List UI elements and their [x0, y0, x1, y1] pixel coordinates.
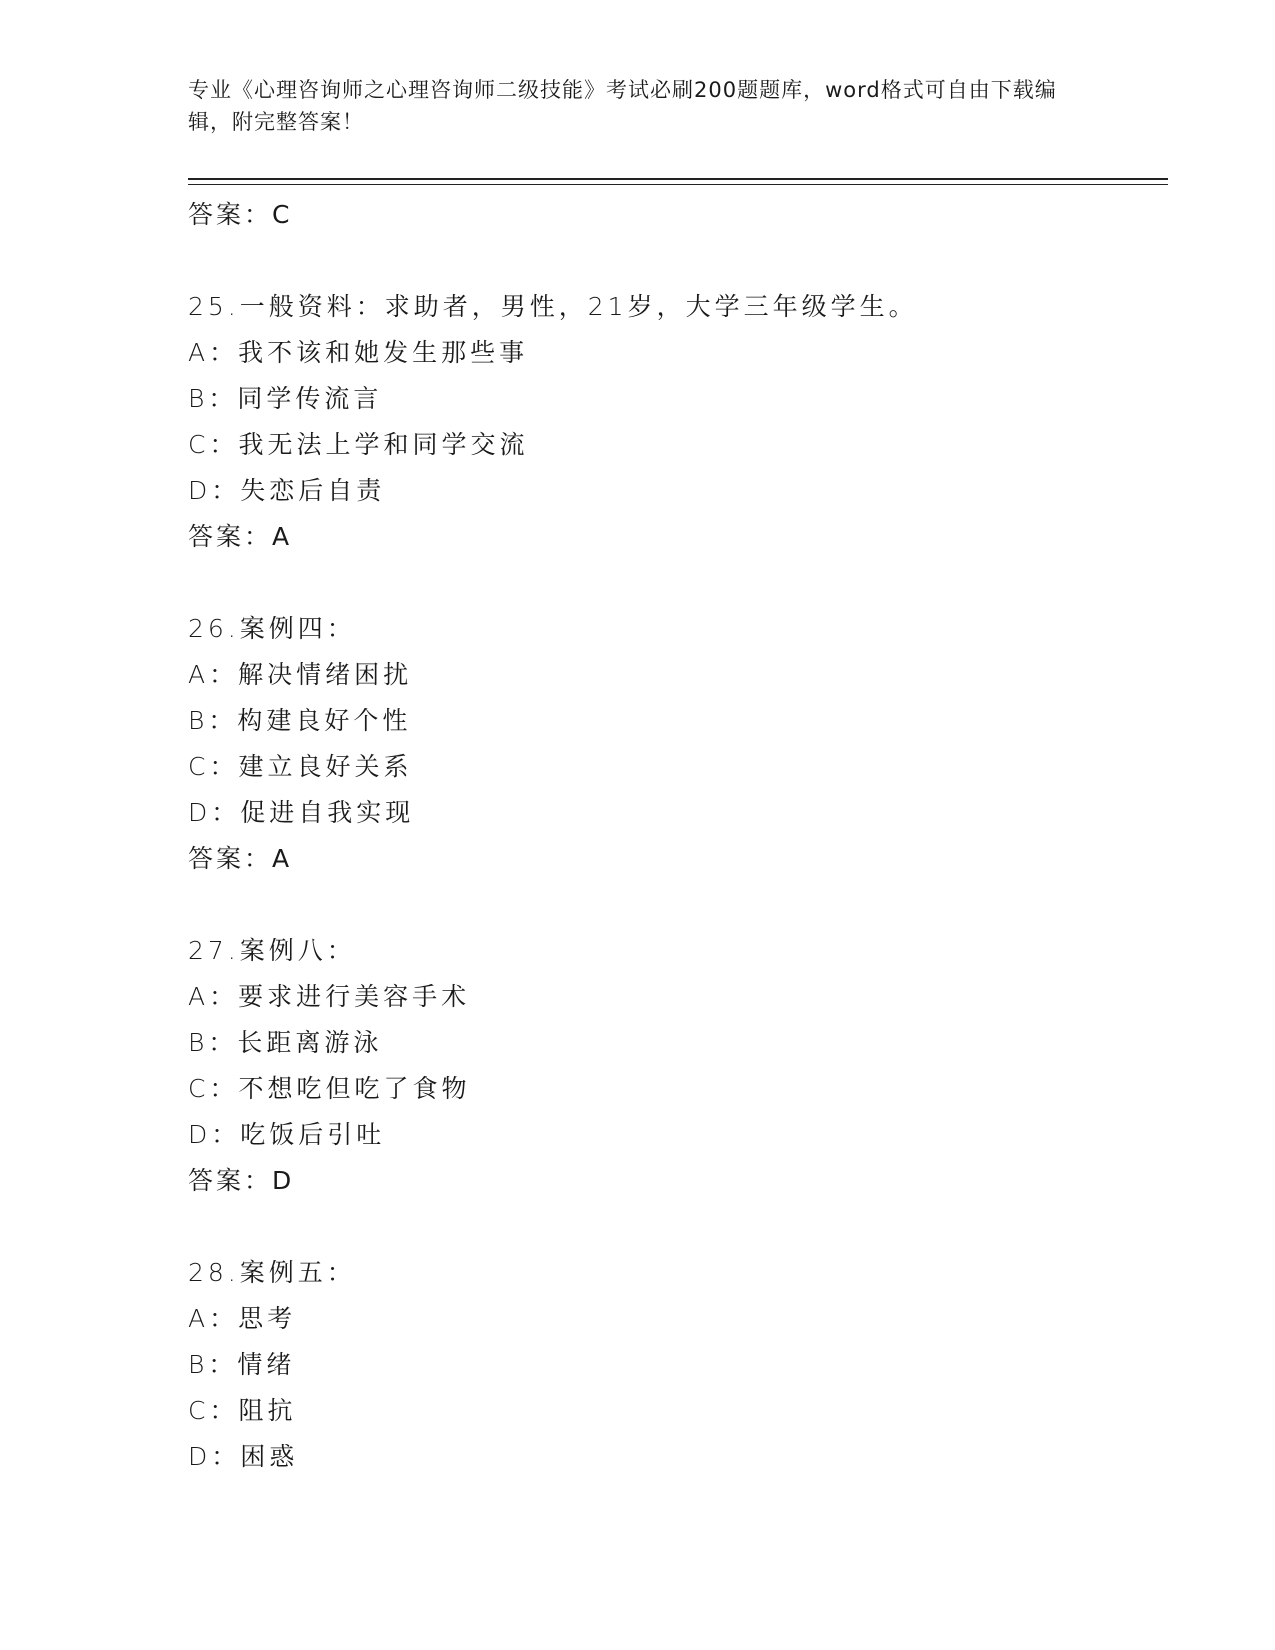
header-divider-thick	[188, 178, 1168, 180]
header-divider-thin	[188, 184, 1168, 185]
question-stem: 25.一般资料：求助者，男性，21岁，大学三年级学生。	[188, 292, 918, 321]
question-stem: 26.案例四：	[188, 614, 356, 643]
option-a: A：解决情绪困扰	[188, 660, 413, 689]
option-c: C：不想吃但吃了食物	[188, 1074, 471, 1103]
option-d: D：失恋后自责	[188, 476, 386, 505]
option-a: A：要求进行美容手术	[188, 982, 471, 1011]
option-b: B：情绪	[188, 1350, 296, 1379]
option-b: B：长距离游泳	[188, 1028, 383, 1057]
spacer	[188, 238, 1168, 284]
option-c: C：我无法上学和同学交流	[188, 430, 529, 459]
question-answer: 答案：D	[188, 1166, 295, 1195]
option-a: A：思考	[188, 1304, 297, 1333]
option-a: A：我不该和她发生那些事	[188, 338, 529, 367]
option-d: D：吃饭后引吐	[188, 1120, 386, 1149]
question-answer: 答案：A	[188, 844, 293, 873]
spacer	[188, 882, 1168, 928]
spacer	[188, 1204, 1168, 1250]
previous-answer: 答案：C	[188, 200, 293, 229]
option-d: D：困惑	[188, 1442, 299, 1471]
question-stem: 28.案例五：	[188, 1258, 356, 1287]
option-d: D：促进自我实现	[188, 798, 415, 827]
option-b: B：同学传流言	[188, 384, 383, 413]
question-stem: 27.案例八：	[188, 936, 356, 965]
option-c: C：阻抗	[188, 1396, 297, 1425]
option-c: C：建立良好关系	[188, 752, 413, 781]
spacer	[188, 560, 1168, 606]
question-answer: 答案：A	[188, 522, 293, 551]
option-b: B：构建良好个性	[188, 706, 412, 735]
document-header-title: 专业《心理咨询师之心理咨询师二级技能》考试必刷200题题库，word格式可自由下载编辑，附完整答案！	[188, 78, 1057, 134]
question-list	[188, 192, 1168, 1480]
